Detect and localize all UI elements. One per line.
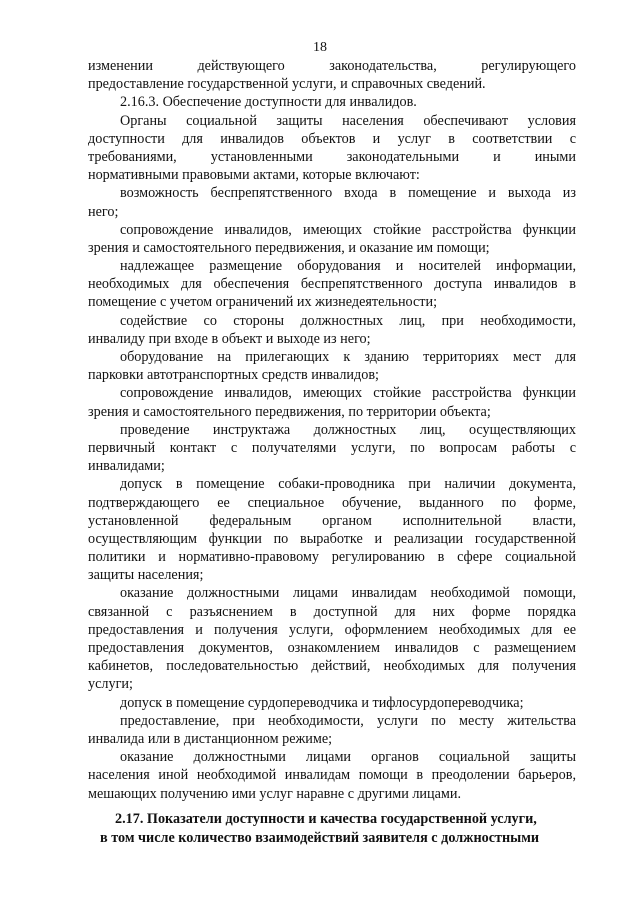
text-line: парковки автотранспортных средств инвалидов;	[88, 367, 379, 384]
section-heading-line-2: в том числе количество взаимодействий заявителя с должностными	[100, 830, 540, 846]
text-line: инвалидами;	[88, 458, 165, 475]
section-heading-line-1: 2.17. Показатели доступности и качества государственной услуги,	[115, 811, 537, 827]
text-line: инвалиду при входе в объект и выходе из него;	[88, 330, 371, 347]
text-line: оказание должностными лицами инвалидам необходимой помощи,	[120, 585, 576, 602]
text-line: доступности для инвалидов объектов и услуг в соответствии с	[88, 130, 576, 147]
section-heading	[100, 810, 600, 848]
text-line: сопровождение инвалидов, имеющих стойкие расстройства функции	[120, 385, 576, 402]
text-line: мешающих получению ими услуг наравне с другими лицами.	[88, 785, 462, 802]
text-line: предоставления и получения услуги, оформлением необходимых для ее	[88, 621, 576, 638]
text-line: осуществляющим функции по выработке и реализации государственной	[88, 530, 576, 547]
text-line: нормативными правовыми актами, которые включают:	[88, 167, 420, 184]
text-line: помещение с учетом ограничений их жизнедеятельности;	[88, 294, 438, 311]
text-line: содействие со стороны должностных лиц, при необходимости,	[120, 312, 576, 329]
text-line: инвалида или в дистанционном режиме;	[88, 730, 333, 747]
text-line: возможность беспрепятственного входа в помещение и выхода из	[120, 185, 576, 202]
document-body	[88, 57, 576, 803]
text-line: изменении действующего законодательства, регулирующего	[88, 58, 576, 74]
text-line: зрения и самостоятельного передвижения, по территории объекта;	[88, 403, 491, 420]
text-line: сопровождение инвалидов, имеющих стойкие расстройства функции	[120, 221, 576, 238]
text-line: допуск в помещение сурдопереводчика и тифлосурдопереводчика;	[120, 694, 524, 711]
text-line: подтверждающего ее специальное обучение, выданного по форме,	[88, 494, 576, 511]
text-line: зрения и самостоятельного передвижения, и оказание им помощи;	[88, 239, 490, 256]
text-line: допуск в помещение собаки-проводника при наличии документа,	[120, 476, 576, 493]
text-line: услуги;	[88, 676, 133, 693]
text-line: политики и нормативно-правовому регулированию в сфере социальной	[88, 549, 576, 566]
text-line: первичный контакт с получателями услуги, по вопросам работы с	[88, 439, 576, 456]
text-line: связанной с разъяснением в доступной для них форме порядка	[88, 603, 576, 620]
text-line: кабинетов, последовательностью действий, необходимых для получения	[88, 658, 576, 675]
text-line: установленной федеральным органом исполнительной власти,	[88, 512, 576, 529]
text-line: требованиями, установленными законодательными и иными	[88, 148, 576, 165]
page-number: 18	[313, 40, 327, 55]
text-line: предоставления документов, ознакомлением инвалидов с размещением	[88, 640, 576, 656]
text-line: предоставление государственной услуги, и справочных сведений.	[88, 76, 486, 93]
text-line: необходимых для обеспечения беспрепятственного доступа инвалидов в	[88, 276, 576, 293]
text-line: защиты населения;	[88, 567, 204, 584]
text-line: него;	[88, 203, 119, 220]
text-line: проведение инструктажа должностных лиц, осуществляющих	[120, 421, 576, 438]
text-line: оказание должностными лицами органов социальной защиты	[120, 749, 576, 766]
text-line: 2.16.3. Обеспечение доступности для инвалидов.	[120, 94, 417, 111]
text-line: надлежащее размещение оборудования и носителей информации,	[120, 258, 576, 275]
text-line: Органы социальной защиты населения обеспечивают условия	[120, 112, 576, 129]
text-line: оборудование на прилегающих к зданию территориях мест для	[120, 349, 576, 365]
text-line: предоставление, при необходимости, услуги по месту жительства	[120, 712, 576, 729]
text-line: населения иной необходимой инвалидам помощи в преодолении барьеров,	[88, 767, 576, 784]
